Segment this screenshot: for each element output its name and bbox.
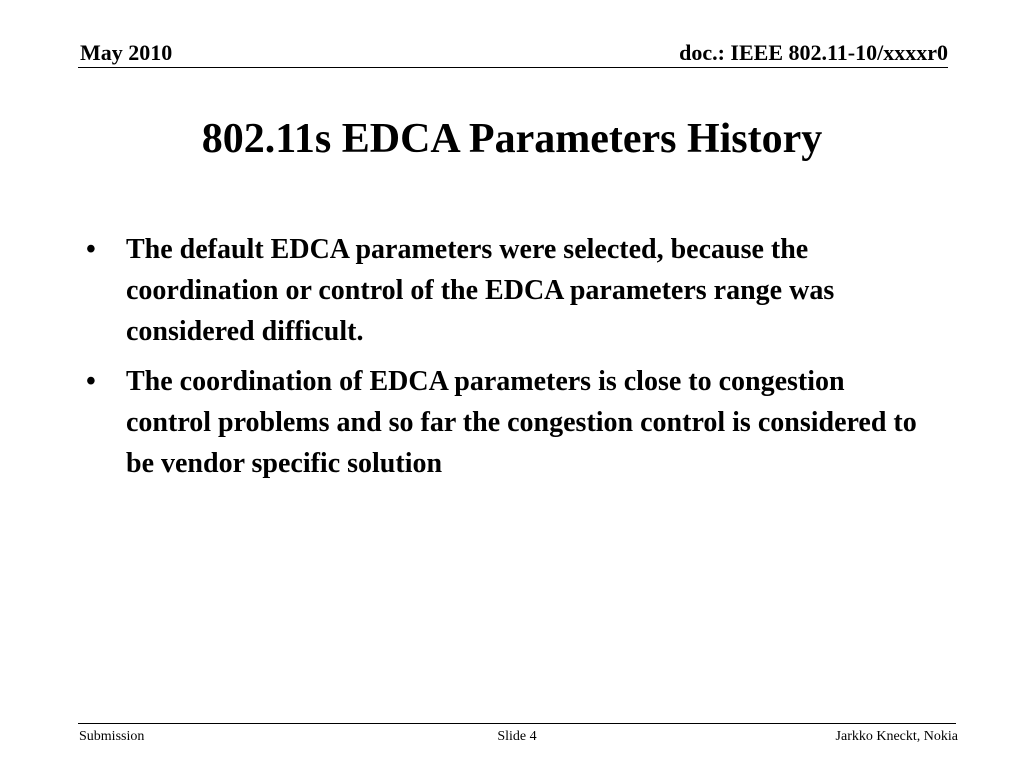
footer-divider — [78, 723, 956, 724]
header-divider — [78, 67, 948, 68]
bullet-text: The default EDCA parameters were selected, because the coordination or control of the EDCA parameters range was considered difficult. — [126, 234, 835, 347]
footer-author: Jarkko Kneckt, Nokia — [835, 729, 958, 744]
bullet-text: The coordination of EDCA parameters is close to congestion control problems and so far the congestion control is considered to be vendor specific solution — [126, 366, 917, 479]
bullet-item — [86, 229, 926, 352]
footer-submission: Submission — [79, 729, 145, 744]
bullet-icon: • — [86, 366, 96, 397]
header-date: May 2010 — [80, 40, 173, 65]
bullet-icon: • — [86, 234, 96, 265]
header-doc-id: doc.: IEEE 802.11-10/xxxxr0 — [679, 40, 948, 65]
footer-slide-number: Slide 4 — [497, 729, 537, 744]
slide-title: 802.11s EDCA Parameters History — [201, 116, 823, 162]
bullet-list — [86, 229, 926, 493]
bullet-item — [86, 361, 926, 484]
